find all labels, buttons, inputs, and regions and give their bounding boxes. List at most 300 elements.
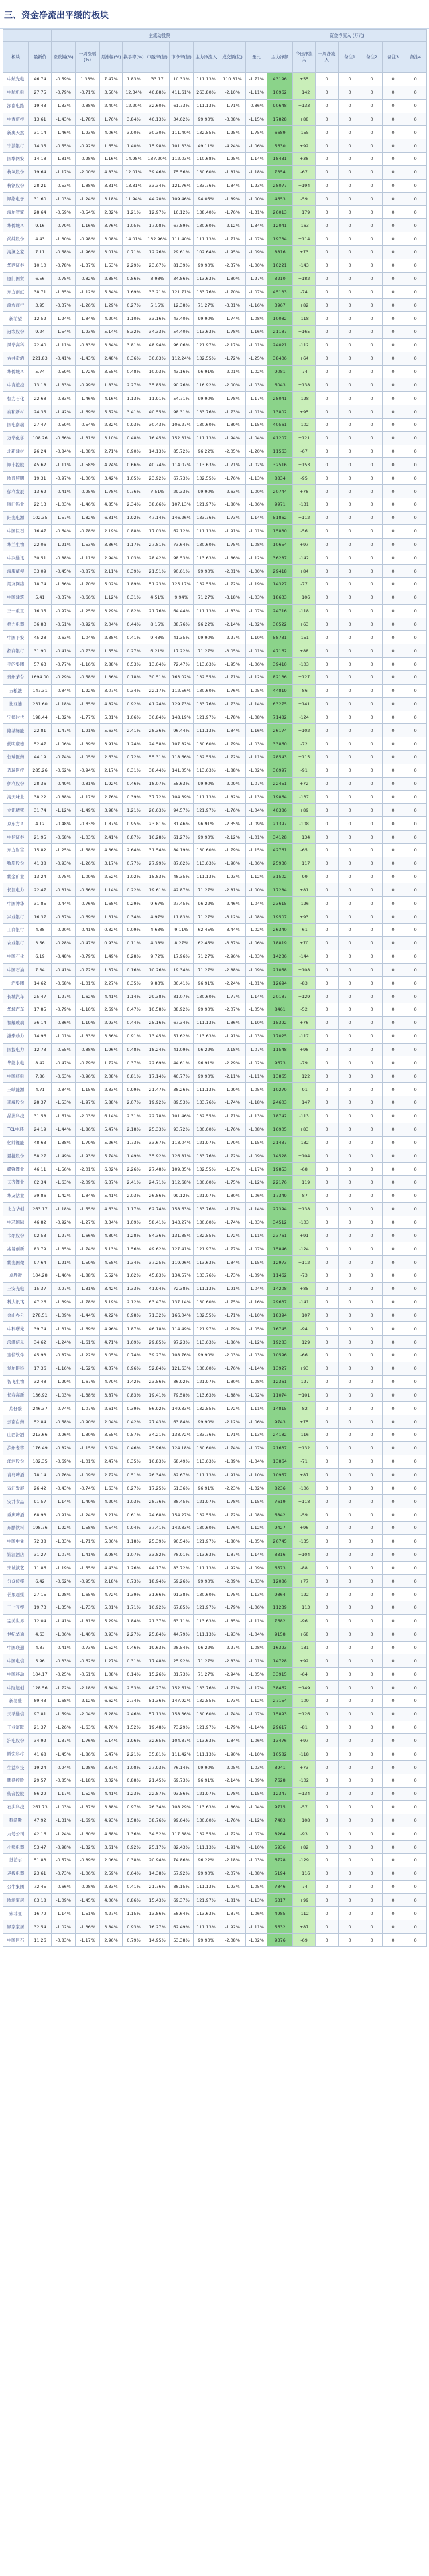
table-row[interactable] bbox=[3, 1827, 427, 1841]
table-row[interactable] bbox=[3, 153, 427, 166]
table-row[interactable] bbox=[3, 1934, 427, 1947]
table-row[interactable] bbox=[3, 910, 427, 924]
table-row[interactable] bbox=[3, 1176, 427, 1190]
stock-name-cell[interactable]: 中国神华 bbox=[3, 897, 29, 910]
stock-name-cell[interactable]: 长春高新 bbox=[3, 1388, 29, 1402]
table-row[interactable] bbox=[3, 670, 427, 684]
table-row[interactable] bbox=[3, 1269, 427, 1282]
table-row[interactable] bbox=[3, 1163, 427, 1176]
stock-name-cell[interactable]: 重庆啤酒 bbox=[3, 1508, 29, 1522]
stock-name-cell[interactable]: 晶澳科技 bbox=[3, 1109, 29, 1123]
stock-name-cell[interactable]: 农业银行 bbox=[3, 936, 29, 950]
table-row[interactable] bbox=[3, 1800, 427, 1814]
table-row[interactable] bbox=[3, 1787, 427, 1800]
stock-name-cell[interactable]: 中科曙光 bbox=[3, 1322, 29, 1336]
table-row[interactable] bbox=[3, 1375, 427, 1388]
stock-name-cell[interactable]: 金山办公 bbox=[3, 1309, 29, 1322]
table-row[interactable] bbox=[3, 472, 427, 485]
table-row[interactable] bbox=[3, 326, 427, 339]
table-row[interactable] bbox=[3, 1441, 427, 1455]
table-row[interactable] bbox=[3, 511, 427, 524]
table-row[interactable] bbox=[3, 1601, 427, 1615]
column-header[interactable]: 涨跌幅(%) bbox=[52, 42, 76, 73]
table-row[interactable] bbox=[3, 1495, 427, 1508]
stock-name-cell[interactable]: 山西汾酒 bbox=[3, 1429, 29, 1442]
table-row[interactable] bbox=[3, 219, 427, 232]
table-row[interactable] bbox=[3, 232, 427, 246]
table-row[interactable] bbox=[3, 1322, 427, 1336]
stock-name-cell[interactable]: 紫金矿业 bbox=[3, 870, 29, 883]
stock-name-cell[interactable]: 三七互娱 bbox=[3, 1601, 29, 1615]
table-row[interactable] bbox=[3, 565, 427, 578]
stock-name-cell[interactable]: 用友网络 bbox=[3, 578, 29, 591]
table-row[interactable] bbox=[3, 1548, 427, 1561]
table-row[interactable] bbox=[3, 1668, 427, 1681]
stock-name-cell[interactable]: 顾家家居 bbox=[3, 1920, 29, 1934]
column-header[interactable]: 板块 bbox=[3, 42, 29, 73]
table-row[interactable] bbox=[3, 604, 427, 618]
table-row[interactable] bbox=[3, 1468, 427, 1482]
stock-name-cell[interactable]: 芒果超媒 bbox=[3, 1588, 29, 1601]
stock-name-cell[interactable]: 工业富联 bbox=[3, 1721, 29, 1734]
table-row[interactable] bbox=[3, 86, 427, 99]
stock-name-cell[interactable]: 冠农股份 bbox=[3, 326, 29, 339]
stock-name-cell[interactable]: 中国巨石 bbox=[3, 1934, 29, 1947]
stock-name-cell[interactable]: 立讯精密 bbox=[3, 804, 29, 817]
stock-name-cell[interactable]: 中国联通 bbox=[3, 1641, 29, 1654]
table-row[interactable] bbox=[3, 1641, 427, 1654]
table-row[interactable] bbox=[3, 179, 427, 192]
table-row[interactable] bbox=[3, 591, 427, 604]
table-row[interactable] bbox=[3, 1336, 427, 1349]
table-row[interactable] bbox=[3, 843, 427, 857]
stock-name-cell[interactable]: 宁波银行 bbox=[3, 139, 29, 153]
stock-name-cell[interactable]: 兴业银行 bbox=[3, 910, 29, 924]
stock-name-cell[interactable]: 中信证券 bbox=[3, 831, 29, 844]
stock-name-cell[interactable]: 索菲亚 bbox=[3, 1907, 29, 1920]
table-row[interactable] bbox=[3, 790, 427, 804]
table-row[interactable] bbox=[3, 1202, 427, 1216]
stock-name-cell[interactable]: 招商银行 bbox=[3, 644, 29, 658]
stock-name-cell[interactable]: 胜宏科技 bbox=[3, 1747, 29, 1761]
stock-name-cell[interactable]: 分众传媒 bbox=[3, 1575, 29, 1588]
stock-name-cell[interactable]: 恒力石化 bbox=[3, 392, 29, 405]
column-header[interactable]: 量比 bbox=[246, 42, 267, 73]
table-row[interactable] bbox=[3, 1295, 427, 1309]
table-row[interactable] bbox=[3, 299, 427, 312]
stock-name-cell[interactable]: 东鹏饮料 bbox=[3, 1521, 29, 1534]
table-row[interactable] bbox=[3, 312, 427, 326]
table-row[interactable] bbox=[3, 272, 427, 285]
table-row[interactable] bbox=[3, 1893, 427, 1907]
stock-name-cell[interactable]: 长江电力 bbox=[3, 883, 29, 897]
table-row[interactable] bbox=[3, 392, 427, 405]
stock-name-cell[interactable]: 天齐锂业 bbox=[3, 1176, 29, 1190]
column-header[interactable]: 备注1 bbox=[339, 42, 361, 73]
stock-name-cell[interactable]: 完美世界 bbox=[3, 1614, 29, 1628]
table-row[interactable] bbox=[3, 1256, 427, 1269]
table-row[interactable] bbox=[3, 1867, 427, 1880]
table-row[interactable] bbox=[3, 1694, 427, 1707]
table-row[interactable] bbox=[3, 831, 427, 844]
table-row[interactable] bbox=[3, 1482, 427, 1495]
stock-name-cell[interactable]: 中际旭创 bbox=[3, 1681, 29, 1695]
stock-name-cell[interactable]: 宝信软件 bbox=[3, 1349, 29, 1362]
stock-name-cell[interactable]: 比亚迪 bbox=[3, 697, 29, 711]
table-row[interactable] bbox=[3, 1534, 427, 1548]
table-row[interactable] bbox=[3, 113, 427, 126]
table-row[interactable] bbox=[3, 1814, 427, 1827]
table-row[interactable] bbox=[3, 1521, 427, 1534]
table-row[interactable] bbox=[3, 365, 427, 378]
table-row[interactable] bbox=[3, 963, 427, 977]
stock-name-cell[interactable]: 欧派家居 bbox=[3, 1893, 29, 1907]
stock-name-cell[interactable]: 九号公司 bbox=[3, 1827, 29, 1841]
stock-name-cell[interactable]: 北方华创 bbox=[3, 1202, 29, 1216]
table-row[interactable] bbox=[3, 764, 427, 777]
column-header[interactable]: 备注4 bbox=[404, 42, 427, 73]
stock-name-cell[interactable]: 洋河股份 bbox=[3, 1455, 29, 1468]
stock-name-cell[interactable]: 新易盛 bbox=[3, 1694, 29, 1707]
table-row[interactable] bbox=[3, 1681, 427, 1695]
stock-name-cell[interactable]: 爱尔眼科 bbox=[3, 1362, 29, 1375]
stock-name-cell[interactable]: 智飞生物 bbox=[3, 1375, 29, 1388]
table-row[interactable] bbox=[3, 1774, 427, 1788]
stock-name-cell[interactable]: 中航光电 bbox=[3, 73, 29, 86]
table-row[interactable] bbox=[3, 352, 427, 365]
stock-name-cell[interactable]: 东方雨虹 bbox=[3, 285, 29, 299]
stock-name-cell[interactable]: 国电南瑞 bbox=[3, 418, 29, 431]
stock-name-cell[interactable]: 科大讯飞 bbox=[3, 1295, 29, 1309]
stock-name-cell[interactable]: 深南电路 bbox=[3, 99, 29, 113]
stock-name-cell[interactable]: 天孚通信 bbox=[3, 1707, 29, 1721]
table-row[interactable] bbox=[3, 644, 427, 658]
column-header[interactable]: 成交额(亿) bbox=[219, 42, 246, 73]
table-row[interactable] bbox=[3, 498, 427, 512]
stock-name-cell[interactable]: 新奥天然 bbox=[3, 126, 29, 139]
table-row[interactable] bbox=[3, 631, 427, 644]
stock-name-cell[interactable]: 迈瑞医疗 bbox=[3, 764, 29, 777]
table-row[interactable] bbox=[3, 724, 427, 737]
table-row[interactable] bbox=[3, 1149, 427, 1163]
stock-name-cell[interactable]: 宋城演艺 bbox=[3, 1561, 29, 1575]
table-row[interactable] bbox=[3, 445, 427, 458]
stock-name-cell[interactable]: 沪电股份 bbox=[3, 1734, 29, 1747]
table-row[interactable] bbox=[3, 1070, 427, 1083]
stock-name-cell[interactable]: 中航机电 bbox=[3, 86, 29, 99]
stock-name-cell[interactable]: 锦江酒店 bbox=[3, 1548, 29, 1561]
stock-name-cell[interactable]: 片仔癀 bbox=[3, 1402, 29, 1415]
table-row[interactable] bbox=[3, 897, 427, 910]
table-row[interactable] bbox=[3, 245, 427, 259]
table-row[interactable] bbox=[3, 711, 427, 724]
stock-name-cell[interactable]: 三一重工 bbox=[3, 604, 29, 618]
stock-name-cell[interactable]: 海尔智家 bbox=[3, 206, 29, 219]
table-row[interactable] bbox=[3, 1362, 427, 1375]
stock-name-cell[interactable]: 渝农商行 bbox=[3, 299, 29, 312]
table-row[interactable] bbox=[3, 1628, 427, 1641]
stock-name-cell[interactable]: 福耀玻璃 bbox=[3, 1016, 29, 1029]
table-row[interactable] bbox=[3, 431, 427, 445]
stock-name-cell[interactable]: 中国建筑 bbox=[3, 591, 29, 604]
table-row[interactable] bbox=[3, 751, 427, 764]
stock-name-cell[interactable]: 中青旅控 bbox=[3, 378, 29, 392]
table-row[interactable] bbox=[3, 524, 427, 538]
table-row[interactable] bbox=[3, 192, 427, 206]
stock-name-cell[interactable]: 青岛啤酒 bbox=[3, 1468, 29, 1482]
stock-name-cell[interactable]: 三峡能源 bbox=[3, 1083, 29, 1096]
table-row[interactable] bbox=[3, 285, 427, 299]
stock-name-cell[interactable]: 中国石油 bbox=[3, 963, 29, 977]
stock-name-cell[interactable]: 鹏鼎控股 bbox=[3, 1774, 29, 1788]
stock-name-cell[interactable]: 恒瑞医药 bbox=[3, 751, 29, 764]
table-row[interactable] bbox=[3, 1016, 427, 1029]
stock-name-cell[interactable]: 华西证券 bbox=[3, 259, 29, 272]
stock-name-cell[interactable]: 长城汽车 bbox=[3, 990, 29, 1003]
stock-name-cell[interactable]: 新希望 bbox=[3, 312, 29, 326]
table-row[interactable] bbox=[3, 126, 427, 139]
table-row[interactable] bbox=[3, 618, 427, 631]
stock-name-cell[interactable]: 华侨城Ａ bbox=[3, 365, 29, 378]
table-row[interactable] bbox=[3, 883, 427, 897]
column-header[interactable]: 今日净流入 bbox=[293, 42, 316, 73]
stock-name-cell[interactable]: 五粮液 bbox=[3, 684, 29, 697]
column-header[interactable]: 备注3 bbox=[383, 42, 404, 73]
stock-name-cell[interactable]: 小熊电器 bbox=[3, 1841, 29, 1854]
table-row[interactable] bbox=[3, 1614, 427, 1628]
stock-name-cell[interactable]: 工商银行 bbox=[3, 924, 29, 937]
table-row[interactable] bbox=[3, 1508, 427, 1522]
stock-name-cell[interactable]: 宁德时代 bbox=[3, 711, 29, 724]
table-row[interactable] bbox=[3, 551, 427, 565]
table-row[interactable] bbox=[3, 538, 427, 551]
table-row[interactable] bbox=[3, 1907, 427, 1920]
stock-name-cell[interactable]: 中国电信 bbox=[3, 1654, 29, 1668]
table-row[interactable] bbox=[3, 1136, 427, 1149]
stock-name-cell[interactable]: 公牛集团 bbox=[3, 1880, 29, 1893]
table-row[interactable] bbox=[3, 1083, 427, 1096]
column-header[interactable]: 备注2 bbox=[361, 42, 383, 73]
stock-name-cell[interactable]: TCL中环 bbox=[3, 1123, 29, 1136]
stock-name-cell[interactable]: 世纪华通 bbox=[3, 1628, 29, 1641]
table-row[interactable] bbox=[3, 1854, 427, 1867]
stock-name-cell[interactable]: 老板电器 bbox=[3, 1867, 29, 1880]
stock-name-cell[interactable]: 华兰生物 bbox=[3, 538, 29, 551]
stock-name-cell[interactable]: 苏泊尔 bbox=[3, 1854, 29, 1867]
stock-name-cell[interactable]: 万华化学 bbox=[3, 431, 29, 445]
column-header[interactable]: 市盈率(倍) bbox=[145, 42, 170, 73]
table-row[interactable] bbox=[3, 259, 427, 272]
stock-name-cell[interactable]: 国华网安 bbox=[3, 153, 29, 166]
table-row[interactable] bbox=[3, 1349, 427, 1362]
table-row[interactable] bbox=[3, 139, 427, 153]
table-row[interactable] bbox=[3, 658, 427, 671]
table-row[interactable] bbox=[3, 977, 427, 990]
stock-name-cell[interactable]: 泸州老窖 bbox=[3, 1441, 29, 1455]
column-header[interactable]: 一周净流入 bbox=[316, 42, 339, 73]
table-row[interactable] bbox=[3, 1455, 427, 1468]
table-row[interactable] bbox=[3, 1029, 427, 1043]
stock-name-cell[interactable]: 欧普照明 bbox=[3, 472, 29, 485]
stock-name-cell[interactable]: 顺络电子 bbox=[3, 192, 29, 206]
stock-name-cell[interactable]: 云南白药 bbox=[3, 1415, 29, 1429]
stock-name-cell[interactable]: 京东方Ａ bbox=[3, 817, 29, 831]
stock-name-cell[interactable]: 药明康德 bbox=[3, 737, 29, 751]
stock-name-cell[interactable]: 美的集团 bbox=[3, 658, 29, 671]
table-row[interactable] bbox=[3, 1189, 427, 1202]
table-row[interactable] bbox=[3, 924, 427, 937]
stock-name-cell[interactable]: 保利发展 bbox=[3, 485, 29, 498]
stock-name-cell[interactable]: 厦门国贸 bbox=[3, 272, 29, 285]
table-row[interactable] bbox=[3, 165, 427, 179]
table-row[interactable] bbox=[3, 1707, 427, 1721]
stock-name-cell[interactable]: 牧原股份 bbox=[3, 857, 29, 870]
table-row[interactable] bbox=[3, 73, 427, 86]
table-row[interactable] bbox=[3, 1003, 427, 1017]
stock-name-cell[interactable]: 华域汽车 bbox=[3, 1003, 29, 1017]
stock-name-cell[interactable]: 通威股份 bbox=[3, 1096, 29, 1109]
table-row[interactable] bbox=[3, 1043, 427, 1056]
column-header[interactable]: 市净率(倍) bbox=[170, 42, 194, 73]
stock-name-cell[interactable]: 三安光电 bbox=[3, 1282, 29, 1295]
stock-name-cell[interactable]: 赣锋锂业 bbox=[3, 1163, 29, 1176]
stock-name-cell[interactable]: 顺丰控股 bbox=[3, 458, 29, 472]
stock-name-cell[interactable]: 石头科技 bbox=[3, 1800, 29, 1814]
stock-name-cell[interactable]: 隆基绿能 bbox=[3, 724, 29, 737]
table-row[interactable] bbox=[3, 1588, 427, 1601]
table-row[interactable] bbox=[3, 804, 427, 817]
table-row[interactable] bbox=[3, 1429, 427, 1442]
table-row[interactable] bbox=[3, 99, 427, 113]
stock-name-cell[interactable]: 阳光电源 bbox=[3, 511, 29, 524]
stock-name-cell[interactable]: 中芯国际 bbox=[3, 1216, 29, 1229]
stock-name-cell[interactable]: 古井贡酒 bbox=[3, 352, 29, 365]
table-row[interactable] bbox=[3, 338, 427, 352]
stock-name-cell[interactable]: 华侨城Ａ bbox=[3, 219, 29, 232]
stock-name-cell[interactable]: 中兴通讯 bbox=[3, 551, 29, 565]
table-row[interactable] bbox=[3, 1123, 427, 1136]
table-row[interactable] bbox=[3, 1415, 427, 1429]
table-row[interactable] bbox=[3, 378, 427, 392]
stock-name-cell[interactable]: 中国中免 bbox=[3, 1534, 29, 1548]
stock-name-cell[interactable]: 厦门钨业 bbox=[3, 498, 29, 512]
table-row[interactable] bbox=[3, 857, 427, 870]
column-header[interactable]: 月涨幅(%) bbox=[100, 42, 123, 73]
stock-name-cell[interactable]: 潍柴动力 bbox=[3, 1029, 29, 1043]
table-row[interactable] bbox=[3, 405, 427, 419]
table-row[interactable] bbox=[3, 817, 427, 831]
stock-name-cell[interactable]: 风华高科 bbox=[3, 338, 29, 352]
table-row[interactable] bbox=[3, 1747, 427, 1761]
stock-name-cell[interactable]: 东方财富 bbox=[3, 843, 29, 857]
stock-name-cell[interactable]: 国投电力 bbox=[3, 1043, 29, 1056]
stock-name-cell[interactable]: 兆易创新 bbox=[3, 1242, 29, 1256]
column-header[interactable]: 一周涨幅(%) bbox=[76, 42, 100, 73]
table-row[interactable] bbox=[3, 418, 427, 431]
stock-name-cell[interactable]: 华友钴业 bbox=[3, 1189, 29, 1202]
stock-name-cell[interactable]: 浪潮信息 bbox=[3, 1336, 29, 1349]
stock-name-cell[interactable]: 中国巨石 bbox=[3, 524, 29, 538]
table-row[interactable] bbox=[3, 870, 427, 883]
stock-name-cell[interactable]: 双汇发展 bbox=[3, 1482, 29, 1495]
column-header[interactable]: 最新价 bbox=[29, 42, 52, 73]
stock-name-cell[interactable]: 亿纬锂能 bbox=[3, 1136, 29, 1149]
table-row[interactable] bbox=[3, 1309, 427, 1322]
stock-name-cell[interactable]: 泰和新材 bbox=[3, 405, 29, 419]
table-row[interactable] bbox=[3, 1654, 427, 1668]
table-row[interactable] bbox=[3, 1841, 427, 1854]
table-row[interactable] bbox=[3, 936, 427, 950]
table-row[interactable] bbox=[3, 697, 427, 711]
stock-name-cell[interactable]: 海天味业 bbox=[3, 790, 29, 804]
table-row[interactable] bbox=[3, 1216, 427, 1229]
column-header[interactable]: 主力净额 bbox=[267, 42, 293, 73]
stock-name-cell[interactable]: 格力电器 bbox=[3, 618, 29, 631]
table-row[interactable] bbox=[3, 1721, 427, 1734]
stock-name-cell[interactable]: 恩捷股份 bbox=[3, 1149, 29, 1163]
table-row[interactable] bbox=[3, 1229, 427, 1242]
column-header[interactable]: 主力净流入 bbox=[194, 42, 219, 73]
table-row[interactable] bbox=[3, 1056, 427, 1070]
table-row[interactable] bbox=[3, 737, 427, 751]
stock-name-cell[interactable]: 杭钢股份 bbox=[3, 179, 29, 192]
table-row[interactable] bbox=[3, 1242, 427, 1256]
table-row[interactable] bbox=[3, 1920, 427, 1934]
table-row[interactable] bbox=[3, 1388, 427, 1402]
table-row[interactable] bbox=[3, 1282, 427, 1295]
stock-name-cell[interactable]: 北新建材 bbox=[3, 445, 29, 458]
stock-name-cell[interactable]: 中国石化 bbox=[3, 950, 29, 963]
table-row[interactable] bbox=[3, 1109, 427, 1123]
stock-name-cell[interactable]: 尚纬股份 bbox=[3, 232, 29, 246]
stock-name-cell[interactable]: 杭氧股份 bbox=[3, 165, 29, 179]
stock-name-cell[interactable]: 传音控股 bbox=[3, 1787, 29, 1800]
stock-name-cell[interactable]: 伊利股份 bbox=[3, 777, 29, 790]
table-row[interactable] bbox=[3, 950, 427, 963]
column-header[interactable]: 换手率(%) bbox=[123, 42, 145, 73]
stock-name-cell[interactable]: 华能水电 bbox=[3, 1056, 29, 1070]
stock-name-cell[interactable]: 卓胜微 bbox=[3, 1269, 29, 1282]
stock-name-cell[interactable]: 中青旅控 bbox=[3, 113, 29, 126]
table-row[interactable] bbox=[3, 206, 427, 219]
stock-name-cell[interactable]: 科沃斯 bbox=[3, 1814, 29, 1827]
table-row[interactable] bbox=[3, 1402, 427, 1415]
table-row[interactable] bbox=[3, 1096, 427, 1109]
table-row[interactable] bbox=[3, 485, 427, 498]
table-row[interactable] bbox=[3, 458, 427, 472]
table-row[interactable] bbox=[3, 1575, 427, 1588]
table-row[interactable] bbox=[3, 684, 427, 697]
stock-name-cell[interactable]: 海康威视 bbox=[3, 565, 29, 578]
stock-name-cell[interactable]: 贵州茅台 bbox=[3, 670, 29, 684]
stock-name-cell[interactable]: 安井食品 bbox=[3, 1495, 29, 1508]
stock-name-cell[interactable]: 中国移动 bbox=[3, 1668, 29, 1681]
stock-name-cell[interactable]: 海澜之家 bbox=[3, 245, 29, 259]
table-row[interactable] bbox=[3, 578, 427, 591]
stock-name-cell[interactable]: 生益科技 bbox=[3, 1761, 29, 1774]
table-row[interactable] bbox=[3, 1880, 427, 1893]
table-row[interactable] bbox=[3, 1561, 427, 1575]
stock-name-cell[interactable]: 中国平安 bbox=[3, 631, 29, 644]
table-row[interactable] bbox=[3, 1761, 427, 1774]
stock-name-cell[interactable]: 上汽集团 bbox=[3, 977, 29, 990]
table-row[interactable] bbox=[3, 990, 427, 1003]
stock-name-cell[interactable]: 紫光国微 bbox=[3, 1256, 29, 1269]
table-row[interactable] bbox=[3, 1734, 427, 1747]
stock-name-cell[interactable]: 中国核电 bbox=[3, 1070, 29, 1083]
stock-name-cell[interactable]: 韦尔股份 bbox=[3, 1229, 29, 1242]
table-row[interactable] bbox=[3, 777, 427, 790]
